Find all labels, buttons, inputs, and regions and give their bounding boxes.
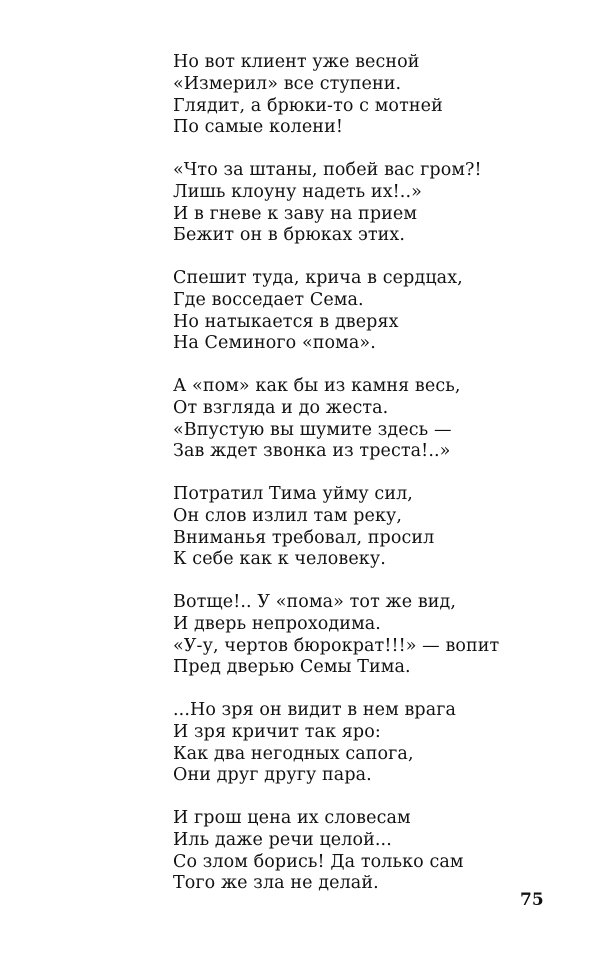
stanza bbox=[173, 376, 553, 463]
poem-line: Пред дверью Семы Тима. bbox=[173, 657, 411, 678]
poem-line: «Что за штаны, побей вас гром?! bbox=[173, 160, 482, 180]
poem-line: И зря кричит так яро: bbox=[173, 721, 381, 742]
poem-line: Как два негодных сапога, bbox=[173, 743, 414, 764]
stanza bbox=[173, 592, 553, 679]
poem-line: «У-у, чертов бюрократ!!!» — вопит bbox=[173, 635, 500, 656]
poem-line: ...Но зря он видит в нем врага bbox=[173, 700, 457, 720]
stanza bbox=[173, 52, 553, 139]
stanza bbox=[173, 484, 553, 571]
poem-line: Зав ждет звонка из треста!..» bbox=[173, 441, 451, 462]
poem-line: И грош цена их словесам bbox=[173, 808, 411, 828]
poem-line: «Впустую вы шумите здесь — bbox=[173, 419, 452, 440]
poem-line: Со злом борись! Да только сам bbox=[173, 851, 464, 872]
poem-line: Они друг другу пара. bbox=[173, 765, 372, 786]
poem-line: На Семиного «пома». bbox=[173, 333, 376, 354]
poem-line: Глядит, а брюки-то с мотней bbox=[173, 95, 443, 116]
poem-line: Бежит он в брюках этих. bbox=[173, 225, 406, 246]
page-number: 75 bbox=[520, 890, 544, 910]
poem-line: Вотще!.. У «пома» тот же вид, bbox=[173, 592, 457, 612]
poem-line: К себе как к человеку. bbox=[173, 549, 386, 570]
poem-line: «Измерил» все ступени. bbox=[173, 73, 402, 94]
poem-line: А «пом» как бы из камня весь, bbox=[173, 376, 461, 396]
poem-line: Но вот клиент уже весной bbox=[173, 52, 420, 72]
stanza bbox=[173, 700, 553, 787]
poem-line: Где восседает Сема. bbox=[173, 289, 364, 310]
poem-line: Иль даже речи целой... bbox=[173, 829, 392, 850]
poem-line: И в гневе к заву на прием bbox=[173, 203, 418, 224]
poem-line: Потратил Тима уйму сил, bbox=[173, 484, 413, 504]
poem-line: По самые колени! bbox=[173, 117, 343, 138]
poem-line: Спешит туда, крича в сердцах, bbox=[173, 268, 463, 288]
poem-line: Того же зла не делай. bbox=[173, 873, 379, 894]
stanza bbox=[173, 160, 553, 247]
stanza bbox=[173, 808, 553, 895]
poem-line: Но натыкается в дверях bbox=[173, 311, 399, 332]
poem-line: От взгляда и до жеста. bbox=[173, 397, 389, 418]
poem-line: Он слов излил там реку, bbox=[173, 505, 403, 526]
stanza bbox=[173, 268, 553, 355]
poem-line: И дверь непроходима. bbox=[173, 613, 381, 634]
poem-line: Лишь клоуну надеть их!..» bbox=[173, 181, 422, 202]
poem-line: Вниманья требовал, просил bbox=[173, 527, 435, 548]
